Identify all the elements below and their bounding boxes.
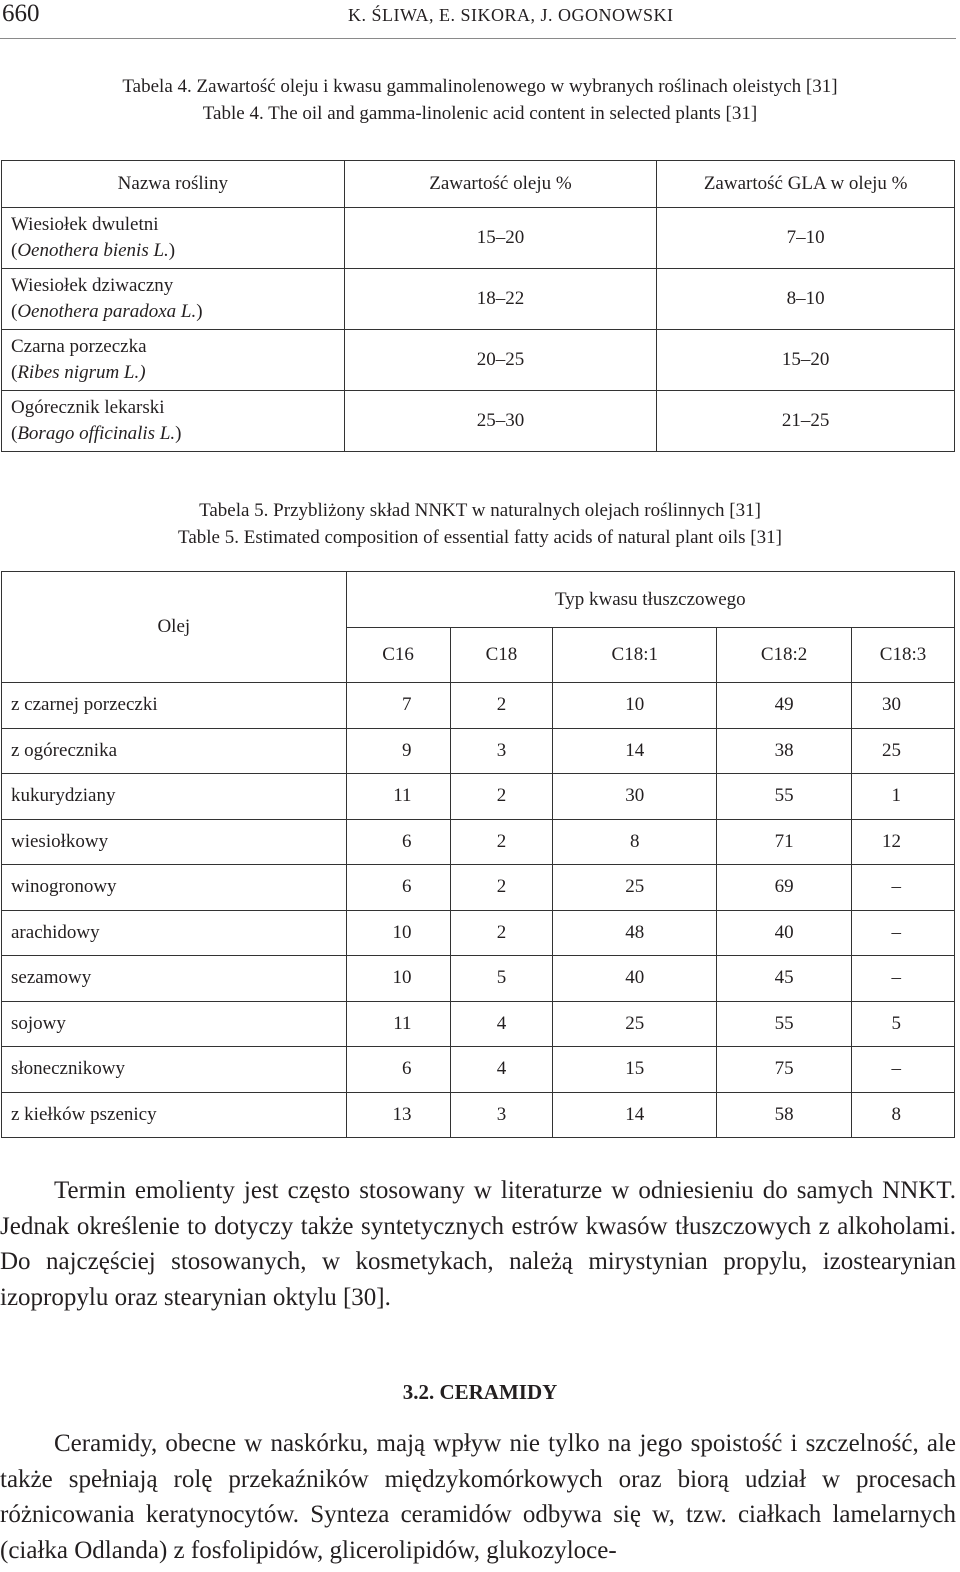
running-header xyxy=(0,0,960,40)
table4-caption xyxy=(0,73,960,127)
table-row xyxy=(2,728,955,774)
c18-value: 2 xyxy=(450,819,553,865)
table5-header-group: Typ kwasu tłuszczowego xyxy=(346,572,954,628)
c16-value: 13 xyxy=(346,1092,450,1138)
sci-close: ) xyxy=(196,301,203,322)
table-row xyxy=(2,330,955,391)
sci-open: ( xyxy=(11,301,18,322)
c16-value: 7 xyxy=(346,683,450,729)
table5-col-c18: C18 xyxy=(450,628,553,683)
c16-value: 11 xyxy=(346,1001,450,1047)
running-authors: K. ŚLIWA, E. SIKORA, J. OGONOWSKI xyxy=(348,5,674,25)
table-row xyxy=(2,865,955,911)
table-row xyxy=(2,683,955,729)
c16-value: 6 xyxy=(346,1047,450,1093)
plant-name-cell xyxy=(2,269,345,330)
oil-name-cell: kukurydziany xyxy=(2,774,347,820)
c18-1-value: 10 xyxy=(553,683,717,729)
c18-2-value: 40 xyxy=(717,910,852,956)
plant-scientific-name: Oenothera bienis L. xyxy=(17,240,169,261)
oil-name-cell: sezamowy xyxy=(2,956,347,1002)
c18-3-value: 12 xyxy=(852,819,955,865)
page-number: 660 xyxy=(2,0,40,27)
plant-name-cell xyxy=(2,391,345,452)
table-row xyxy=(2,774,955,820)
c18-1-value: 40 xyxy=(553,956,717,1002)
c18-1-value: 15 xyxy=(553,1047,717,1093)
oil-name-cell: sojowy xyxy=(2,1001,347,1047)
table-row xyxy=(2,208,955,269)
table5-caption-en: Table 5. Estimated composition of essential fatty acids of natural plant oils [31] xyxy=(178,527,782,548)
c16-value: 6 xyxy=(346,819,450,865)
c18-value: 2 xyxy=(450,910,553,956)
c18-2-value: 75 xyxy=(717,1047,852,1093)
oil-name-cell: arachidowy xyxy=(2,910,347,956)
oil-name-cell: wiesiołkowy xyxy=(2,819,347,865)
c18-value: 4 xyxy=(450,1047,553,1093)
sci-close: ) xyxy=(168,240,176,261)
gla-content-cell: 15–20 xyxy=(657,330,955,391)
table-row xyxy=(2,269,955,330)
table5-caption xyxy=(0,497,960,551)
table4-caption-pl: Tabela 4. Zawartość oleju i kwasu gammalinolenowego w wybranych roślinach oleistych [31] xyxy=(122,76,838,97)
plant-name: Wiesiołek dziwaczny xyxy=(11,275,174,296)
c18-3-value: 5 xyxy=(852,1001,955,1047)
c18-3-value: – xyxy=(852,1047,955,1093)
gla-content-cell: 7–10 xyxy=(657,208,955,269)
table5-col-c18-3: C18:3 xyxy=(852,628,955,683)
oil-content-cell: 18–22 xyxy=(344,269,657,330)
c18-value: 5 xyxy=(450,956,553,1002)
oil-name-cell: winogronowy xyxy=(2,865,347,911)
c18-3-value: – xyxy=(852,956,955,1002)
c16-value: 10 xyxy=(346,910,450,956)
c18-2-value: 55 xyxy=(717,774,852,820)
table4-header-oil: Zawartość oleju % xyxy=(344,161,657,208)
c18-3-value: 25 xyxy=(852,728,955,774)
c18-3-value: – xyxy=(852,910,955,956)
table-row xyxy=(2,910,955,956)
c18-value: 2 xyxy=(450,774,553,820)
plant-name: Wiesiołek dwuletni xyxy=(11,214,159,235)
c18-value: 3 xyxy=(450,1092,553,1138)
table5-caption-pl: Tabela 5. Przybliżony skład NNKT w naturalnych olejach roślinnych [31] xyxy=(199,500,761,521)
table4-header-name: Nazwa rośliny xyxy=(2,161,345,208)
c18-value: 2 xyxy=(450,683,553,729)
c18-3-value: 1 xyxy=(852,774,955,820)
table5-col-c18-2: C18:2 xyxy=(717,628,852,683)
c18-value: 3 xyxy=(450,728,553,774)
plant-name-cell xyxy=(2,208,345,269)
table5-header-row-1 xyxy=(2,572,955,628)
table4-header-row xyxy=(2,161,955,208)
plant-scientific-name: Borago officinalis L. xyxy=(17,423,176,444)
sci-open: ( xyxy=(11,240,18,261)
gla-content-cell: 21–25 xyxy=(657,391,955,452)
table5-col-c18-1: C18:1 xyxy=(553,628,717,683)
c16-value: 6 xyxy=(346,865,450,911)
c18-2-value: 58 xyxy=(717,1092,852,1138)
plant-scientific-name: Ribes nigrum L.) xyxy=(17,362,146,383)
c18-value: 2 xyxy=(450,865,553,911)
oil-content-cell: 15–20 xyxy=(344,208,657,269)
c18-3-value: 8 xyxy=(852,1092,955,1138)
c18-2-value: 38 xyxy=(717,728,852,774)
c18-1-value: 30 xyxy=(553,774,717,820)
header-rule xyxy=(0,38,956,39)
oil-content-cell: 20–25 xyxy=(344,330,657,391)
oil-name-cell: z czarnej porzeczki xyxy=(2,683,347,729)
sci-close: ) xyxy=(175,423,182,444)
table4-header-gla: Zawartość GLA w oleju % xyxy=(657,161,955,208)
table4-caption-en: Table 4. The oil and gamma-linolenic acid content in selected plants [31] xyxy=(202,103,758,124)
c18-1-value: 14 xyxy=(553,1092,717,1138)
plant-name: Czarna porzeczka xyxy=(11,336,147,357)
table5-col-c16: C16 xyxy=(346,628,450,683)
c18-2-value: 69 xyxy=(717,865,852,911)
c18-3-value: 30 xyxy=(852,683,955,729)
gla-content-cell: 8–10 xyxy=(657,269,955,330)
c18-1-value: 8 xyxy=(553,819,717,865)
c16-value: 11 xyxy=(346,774,450,820)
body-paragraph-emollients: Termin emolienty jest często stosowany w literaturze w odniesieniu do samych NNKT. Jednak określenie to dotyczy także syntetycznych estrów kwasów tłuszczowych z alkoholami. Do najczęściej stosowanych, w kosmetykach, należą mirystynian propylu, izostearynian izopropylu oraz stearynian oktylu [30]. xyxy=(0,1177,956,1311)
c18-1-value: 25 xyxy=(553,1001,717,1047)
plant-name-cell xyxy=(2,330,345,391)
c18-3-value: – xyxy=(852,865,955,911)
c18-2-value: 55 xyxy=(717,1001,852,1047)
table-row xyxy=(2,1001,955,1047)
oil-name-cell: z ogórecznika xyxy=(2,728,347,774)
table-row xyxy=(2,956,955,1002)
c18-1-value: 14 xyxy=(553,728,717,774)
table-row xyxy=(2,819,955,865)
table-row xyxy=(2,1047,955,1093)
c18-1-value: 25 xyxy=(553,865,717,911)
c18-1-value: 48 xyxy=(553,910,717,956)
c18-2-value: 45 xyxy=(717,956,852,1002)
c18-2-value: 71 xyxy=(717,819,852,865)
sci-open: ( xyxy=(11,362,18,383)
c18-value: 4 xyxy=(450,1001,553,1047)
plant-scientific-name: Oenothera paradoxa L. xyxy=(17,301,197,322)
body-paragraph-ceramides: Ceramidy, obecne w naskórku, mają wpływ nie tylko na jego spoistość i szczelność, ale także spełniają rolę przekaźników międzykomórkowych oraz biorą udział w procesach różnicowania keratynocytów. Synteza ceramidów odbywa się w, tzw. ciałkach lamelarnych (ciałka Odlanda) z fosfolipidów, glicerolipidów, glukozyloce- xyxy=(0,1430,956,1564)
oil-name-cell: słonecznikowy xyxy=(2,1047,347,1093)
c18-2-value: 49 xyxy=(717,683,852,729)
plant-name: Ogórecznik lekarski xyxy=(11,397,165,418)
table5-header-oil: Olej xyxy=(2,572,347,683)
c16-value: 9 xyxy=(346,728,450,774)
section-heading-ceramides: 3.2. CERAMIDY xyxy=(402,1380,558,1404)
table-row xyxy=(2,391,955,452)
table4 xyxy=(1,160,955,452)
table5 xyxy=(1,571,955,1138)
sci-open: ( xyxy=(11,423,18,444)
c16-value: 10 xyxy=(346,956,450,1002)
oil-name-cell: z kiełków pszenicy xyxy=(2,1092,347,1138)
oil-content-cell: 25–30 xyxy=(344,391,657,452)
table-row xyxy=(2,1092,955,1138)
